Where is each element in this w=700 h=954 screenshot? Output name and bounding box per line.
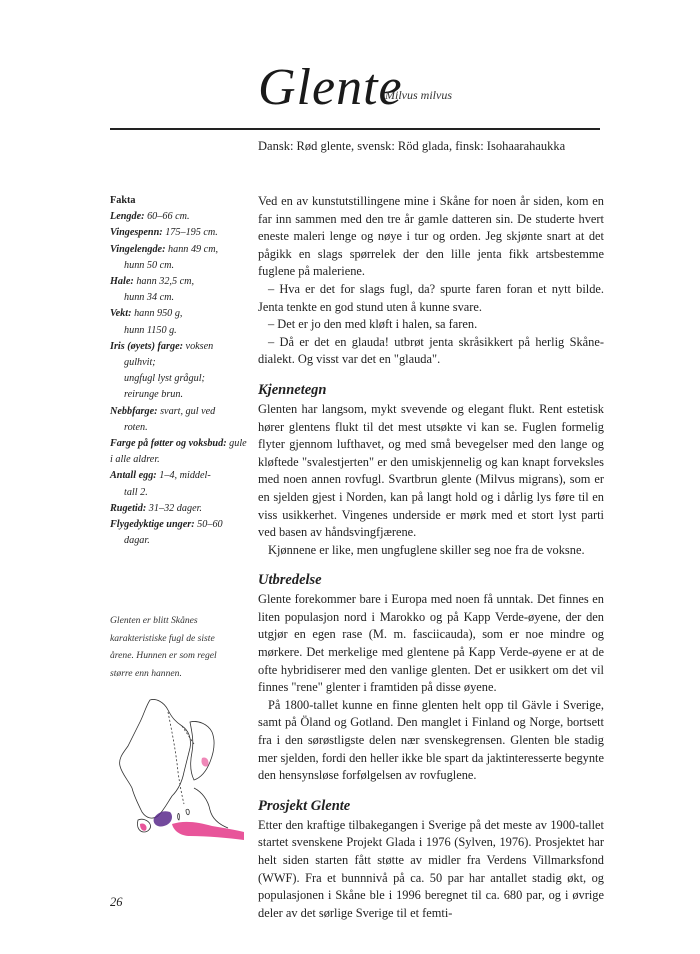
- facts-sidebar: [110, 193, 248, 549]
- fact-item: [110, 468, 248, 500]
- fact-key: Hale:: [110, 276, 137, 288]
- main-text: [258, 193, 604, 922]
- paragraph: – Det er jo den med kløft i halen, sa faren.: [268, 317, 478, 332]
- paragraph: Kjønnene er like, men ungfuglene skiller seg noe fra de voksne.: [268, 542, 585, 557]
- fact-value: hunn 1150 g.: [124, 324, 177, 336]
- fact-item: [110, 436, 248, 468]
- common-names-line: Dansk: Rød glente, svensk: Röd glada, finsk: Isohaarahaukka: [258, 139, 566, 153]
- paragraph: Glenten har langsom, mykt svevende og elegant flukt. Rent estetisk hører glentens flukt til det mest utsøkte vi kan se. Fuglen formelig flyter gjennom lufthavet, og med små bevegelser med den lange og kløftede "svalestjerten" er den umiskjennelig og kan knapt forveksles med noen annen rovfugl. Svartbrun glente (Milvus migrans), som er en sjelden gjest i Norden, kan på langt hold og i dårlig lys føre til en viss usikkerhet. Vingenes underside er mørk med et stort lyst parti ved basen av håndsvingfjærene.: [258, 401, 604, 540]
- fact-value: reirunge brun.: [124, 389, 184, 401]
- fact-value: hann 49 cm,: [168, 243, 219, 255]
- range-map: [98, 692, 248, 842]
- fact-item: [110, 225, 248, 241]
- fact-item: [110, 209, 248, 225]
- section-heading: Prosjekt Glente: [258, 797, 351, 814]
- fact-value: svart, gul ved: [160, 405, 216, 417]
- fact-key: Lengde:: [110, 211, 148, 223]
- intro-section: [258, 193, 604, 369]
- map-caption: Glenten er blitt Skånes karakteristiske fugl de siste årene. Hunnen er som regel større enn hannen.: [110, 615, 217, 679]
- fact-item: [110, 339, 248, 404]
- fact-value: roten.: [124, 421, 148, 433]
- fact-value: gulhvit;: [124, 357, 156, 369]
- fact-key: Vekt:: [110, 308, 135, 320]
- fact-key: Flygedyktige unger:: [110, 519, 198, 531]
- fact-value: ungfugl lyst grågul;: [124, 373, 205, 385]
- finland-outline: [190, 721, 214, 780]
- fact-key: Rugetid:: [110, 502, 149, 514]
- fact-value: hunn 50 cm.: [124, 259, 175, 271]
- section-heading: Kjennetegn: [258, 381, 327, 398]
- fact-value: tall 2.: [124, 486, 148, 498]
- fact-value: 175–195 cm.: [165, 227, 218, 239]
- section-heading: Utbredelse: [258, 572, 322, 589]
- title-rule: [110, 128, 600, 130]
- paragraph: Glente forekommer bare i Europa med noen få unntak. Det finnes en liten populasjon nord i Marokko og på Kapp Verde-øyene, der den utgjør en egen rase (M. m. fasciicauda), som er noe mindre og mørkere. Det merkelige med glentene på Kapp Verde-øyene er at de ofte hybridiserer med den vanlige glenten. Det er usikkert om det vil finnes "rene" glenter i framtiden på disse øyene.: [258, 592, 604, 695]
- fact-value: 50–60: [197, 519, 223, 531]
- fact-item: [110, 517, 248, 549]
- fact-item: [110, 242, 248, 274]
- fact-key: Iris (øyets) farge:: [110, 340, 186, 352]
- page-number: 26: [110, 895, 123, 909]
- fact-value: voksen: [185, 340, 214, 352]
- fact-key: Farge på føtter og voksbud:: [110, 438, 230, 450]
- fact-item: [110, 501, 248, 517]
- fact-value: dagar.: [124, 535, 150, 547]
- fact-item: [110, 274, 248, 306]
- fact-value: hann 32,5 cm,: [136, 276, 195, 288]
- fact-value: hunn 34 cm.: [124, 292, 175, 304]
- fact-key: Nebbfarge:: [110, 405, 161, 417]
- latin-name: Milvus milvus: [385, 88, 452, 102]
- fact-key: Antall egg:: [110, 470, 160, 482]
- page-title: Glente: [258, 59, 403, 116]
- page-header: [0, 58, 700, 118]
- fact-item: [110, 306, 248, 338]
- paragraph: Ved en av kunstutstillingene mine i Skåne for noen år siden, kom en far inn sammen med den tre år gamle datteren sin. De studerte hvert eneste maleri lenge og nøye i tur og orden. Jeg skjønte snart at det pågikk en slags spørrelek der den lille jenta fikk artsbestemme fuglene på maleriene.: [258, 194, 604, 279]
- fact-value: gule i alle aldrer.: [110, 438, 247, 466]
- fact-value: 31–32 dager.: [148, 502, 202, 514]
- facts-heading: Fakta: [110, 195, 136, 206]
- baltic-coast: [194, 788, 228, 828]
- fact-value: 1–4, middel-: [159, 470, 211, 482]
- range-purple-area: [154, 811, 172, 826]
- paragraph: Etter den kraftige tilbakegangen i Sverige på det meste av 1900-tallet startet svenskene Projekt Glada i 1976 (Sylven, 1976). Prosjektet har helt siden starten fått støtte av midler fra Verdens Villmarksfond (WWF). Fra et bunnnivå på ca. 50 par har antallet stadig økt, og populasjonen i Skåne ble i 1996 beregnet til ca. 680 par, og i øvrige deler av det sørlige Sverige til et femti-: [258, 817, 604, 920]
- paragraph: På 1800-tallet kunne en finne glenten helt opp til Gävle i Sverige, samt på Öland og Gotland. Den manglet i Finland og Norge, bortsett fra i den sørøstligste delen nær svenskegrensen. Glenten ble stadig mer sjelden, fordi den heller ikke ble spart da jaktinteresserte begynte den hensynsløse forfølgelsen av rovfuglene.: [258, 697, 604, 783]
- fact-value: hann 950 g,: [134, 308, 183, 320]
- range-pink-area: [172, 822, 244, 840]
- paragraph: – Hva er det for slags fugl, da? spurte faren foran et nytt bilde. Jenta tenkte en god stund uten å kunne svare.: [258, 281, 604, 314]
- scandinavia-outline: [120, 699, 191, 818]
- article-sections: [258, 381, 604, 922]
- facts-list: [110, 209, 248, 549]
- fact-key: Vingelengde:: [110, 243, 169, 255]
- paragraph: – Då er det en glauda! utbrøt jenta skråsikkert på herlig Skåne-dialekt. Og visst var det en "glauda".: [258, 334, 604, 367]
- fact-item: [110, 404, 248, 436]
- fact-value: 60–66 cm.: [147, 211, 190, 223]
- fact-key: Vingespenn:: [110, 227, 166, 239]
